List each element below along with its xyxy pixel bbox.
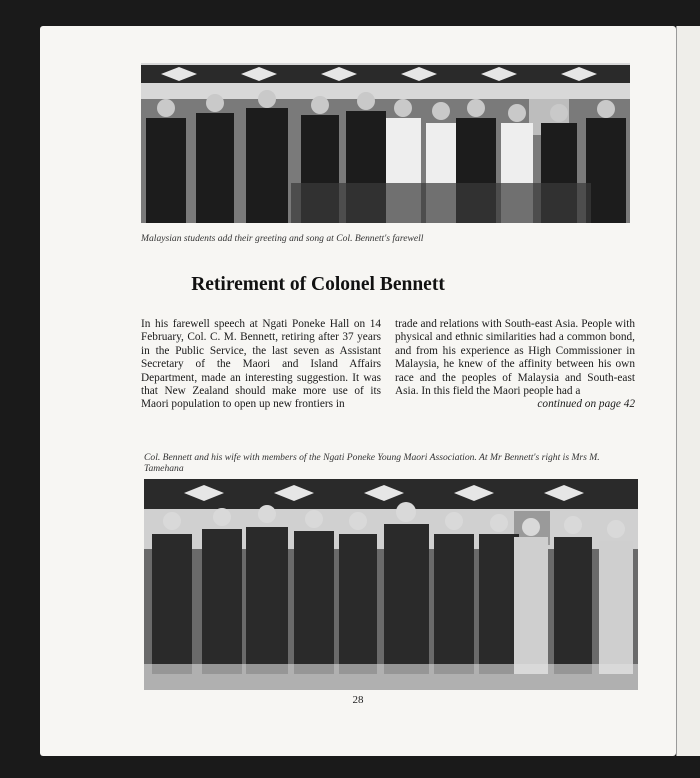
photo-malaysian-students: [141, 63, 630, 223]
article-column-1-text: In his farewell speech at Ngati Poneke Hall on 14 February, Col. C. M. Bennett, retiring after 37 years in the Public Service, the last seven as Assistant Secretary of the Maori and Island Affairs Department, made an interesting suggestion. It was that New Zealand should make more use of its Maori population to open up new frontiers in: [141, 318, 381, 411]
photo-bennett-group-image: [144, 479, 638, 690]
caption-top: Malaysian students add their greeting and song at Col. Bennett's farewell: [141, 233, 424, 244]
adjacent-page-edge: [676, 26, 700, 756]
page-number: 28: [352, 694, 364, 706]
article-column-2: [395, 318, 635, 412]
article-column-2-text: trade and relations with South-east Asia. People with physical and ethnic similarities had a common bond, and from his experience as High Commissioner in Malaysia, he knew of the affinity between his own race and the peoples of Malaysia and South-east Asia. In this field the Maori people had a: [395, 318, 635, 398]
caption-bottom: Col. Bennett and his wife with members of the Ngati Poneke Young Maori Association. At Mr Bennett's right is Mrs M. Tamehana: [144, 452, 600, 474]
article-column-1: [141, 318, 381, 412]
article-title: Retirement of Colonel Bennett: [191, 274, 445, 295]
photo-malaysian-students-image: [141, 63, 630, 223]
photo-bennett-group: [144, 479, 638, 690]
continued-note: continued on page 42: [537, 398, 635, 411]
